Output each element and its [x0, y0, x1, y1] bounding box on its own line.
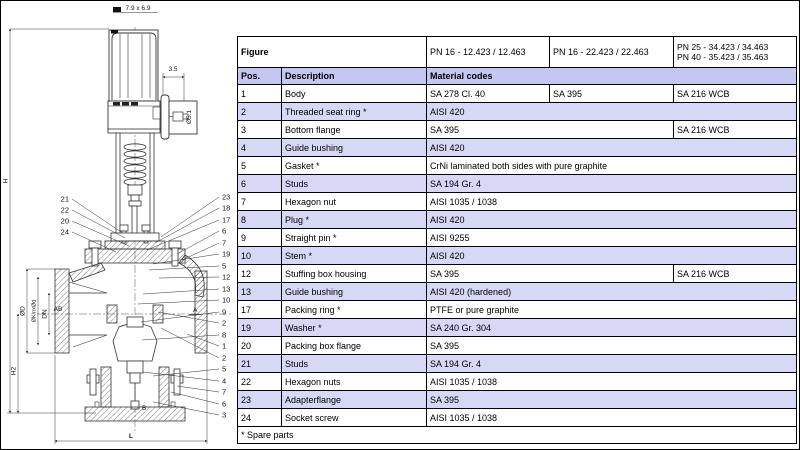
table-cell: 6 [238, 175, 282, 193]
table-cell: Washer * [282, 319, 427, 337]
table-cell: Bottom flange [282, 121, 427, 139]
part-number-label: 19 [222, 249, 231, 259]
table-row [238, 103, 797, 121]
table-row [238, 265, 797, 283]
table-row [238, 157, 797, 175]
table-cell: Studs [282, 355, 427, 373]
table-cell: 9 [238, 229, 282, 247]
part-number-label: 8 [222, 330, 227, 340]
table-row [238, 355, 797, 373]
dim-top-label: 7.9 x 6.9 [125, 5, 151, 12]
bottom-label: B [142, 405, 147, 412]
table-cell: AISI 1035 / 1038 [427, 193, 797, 211]
table-cell: 13 [238, 283, 282, 301]
table-cell: Packing ring * [282, 301, 427, 319]
table-row [238, 337, 797, 355]
actuator [108, 30, 160, 131]
table-row [238, 139, 797, 157]
spare-parts-footer-row [238, 427, 797, 444]
table-cell: Stuffing box housing [282, 265, 427, 283]
column-header-row [238, 68, 797, 85]
callout-leader-line [177, 386, 219, 392]
part-number-label: 1 [222, 341, 227, 351]
table-cell: Hexagon nut [282, 193, 427, 211]
part-number-label: 17 [222, 215, 231, 225]
table-cell: AISI 9255 [427, 229, 797, 247]
callout-leader-line [177, 231, 219, 254]
table-cell: Body [282, 85, 427, 103]
table-cell: 2 [238, 103, 282, 121]
parts-table-body [238, 37, 797, 444]
callout-leader-line [158, 312, 219, 323]
part-number-label: 10 [222, 295, 231, 305]
part-number-label: 9 [222, 307, 227, 317]
part-number-label: 21 [60, 194, 69, 204]
inlet-label: AB [53, 306, 63, 313]
figure-header-row [238, 37, 797, 68]
table-cell: SA 194 Gr. 4 [427, 355, 797, 373]
table-cell: SA 395 [550, 85, 674, 103]
part-number-label: 20 [60, 216, 69, 226]
table-cell: SA 216 WCB [674, 85, 797, 103]
callout-leader-line [155, 208, 219, 243]
table-cell: 23 [238, 391, 282, 409]
table-cell: AISI 1035 / 1038 [427, 409, 797, 427]
table-cell: 19 [238, 319, 282, 337]
description-header-cell: Description [282, 68, 427, 85]
table-row [238, 301, 797, 319]
pos-header-cell: Pos. [238, 68, 282, 85]
table-cell: AISI 1035 / 1038 [427, 373, 797, 391]
table-cell: Gasket * [282, 157, 427, 175]
part-number-label: 13 [222, 284, 231, 294]
table-row [238, 229, 797, 247]
part-number-label: 4 [222, 376, 227, 386]
table-cell: Hexagon nuts [282, 373, 427, 391]
part-number-label: 2 [222, 353, 227, 363]
table-row [238, 283, 797, 301]
table-cell: SA 395 [427, 337, 797, 355]
callout-leader-line [159, 277, 219, 278]
table-cell: SA 240 Gr. 304 [427, 319, 797, 337]
table-cell: PTFE or pure graphite [427, 301, 797, 319]
table-cell: SA 216 WCB [674, 265, 797, 283]
callout-leader-line [182, 243, 219, 260]
table-cell: 24 [238, 409, 282, 427]
part-number-label: 7 [222, 387, 227, 397]
dim-od-label: ØD [19, 306, 27, 316]
table-row [238, 391, 797, 409]
part-number-label: 22 [60, 205, 69, 215]
spare-parts-note: * Spare parts [238, 427, 797, 444]
table-cell: CrNi laminated both sides with pure graphite [427, 157, 797, 175]
part-number-label: 7 [222, 238, 227, 248]
dim-port-label: Ø5.1 [186, 109, 193, 125]
callout-leader-line [149, 266, 219, 270]
table-cell: 5 [238, 157, 282, 175]
part-number-label: 24 [60, 227, 69, 237]
table-cell: 1 [238, 85, 282, 103]
table-cell: AISI 420 [427, 211, 797, 229]
pn-col3-line1: PN 25 - 34.423 / 34.463 [677, 41, 769, 52]
table-cell: Guide bushing [282, 283, 427, 301]
table-cell: SA 395 [427, 121, 674, 139]
dim-side-offset-label: 3.5 [168, 66, 178, 73]
table-cell: Socket screw [282, 409, 427, 427]
table-cell: Guide bushing [282, 139, 427, 157]
part-number-label: 5 [222, 261, 227, 271]
table-cell: Straight pin * [282, 229, 427, 247]
part-number-label: 12 [222, 272, 231, 282]
table-cell: SA 395 [427, 265, 674, 283]
part-number-label: 2 [222, 318, 227, 328]
pn-col3-header [674, 37, 797, 68]
table-cell: SA 216 WCB [674, 121, 797, 139]
dim-l-label: L [129, 433, 133, 440]
pn-col1-header: PN 16 - 12.423 / 12.463 [427, 37, 550, 68]
table-cell: Studs [282, 175, 427, 193]
part-number-label: 18 [222, 203, 231, 213]
dim-h2-label: H2 [10, 366, 18, 376]
table-cell: AISI 420 [427, 103, 797, 121]
valve-drawing-svg [1, 1, 237, 450]
table-row [238, 85, 797, 103]
valve-diagram [1, 1, 237, 450]
dim-h-label: H [2, 178, 10, 184]
table-cell: 17 [238, 301, 282, 319]
yoke-and-spring [108, 129, 160, 239]
table-row [238, 247, 797, 265]
table-cell: Packing box flange [282, 337, 427, 355]
table-cell: 7 [238, 193, 282, 211]
valve-body [55, 255, 207, 409]
part-number-label: 23 [222, 192, 231, 202]
table-cell: SA 395 [427, 391, 797, 409]
table-cell: Plug * [282, 211, 427, 229]
table-cell: 4 [238, 139, 282, 157]
table-cell: SA 278 Cl. 40 [427, 85, 550, 103]
table-cell: 8 [238, 211, 282, 229]
figure-header-cell: Figure [238, 37, 427, 68]
table-cell: Adapterflange [282, 391, 427, 409]
table-row [238, 193, 797, 211]
table-cell: 3 [238, 121, 282, 139]
outlet-label: A [193, 307, 198, 314]
callout-leader-line [171, 392, 219, 404]
table-cell: 12 [238, 265, 282, 283]
table-cell: Threaded seat ring * [282, 103, 427, 121]
table-row [238, 175, 797, 193]
dim-dn-label: DN [41, 309, 49, 319]
table-row [238, 211, 797, 229]
table-cell: Stem * [282, 247, 427, 265]
table-cell: 21 [238, 355, 282, 373]
table-cell: AISI 420 [427, 247, 797, 265]
callout-leader-line [72, 199, 121, 232]
pn-col3-line2: PN 40 - 35.423 / 35.463 [677, 52, 769, 62]
table-cell: 22 [238, 373, 282, 391]
table-row [238, 121, 797, 139]
parts-table [237, 36, 797, 444]
table-cell: AISI 420 [427, 139, 797, 157]
dim-bolt-circle-label: ØK/nxØd [31, 299, 38, 323]
table-cell: AISI 420 (hardened) [427, 283, 797, 301]
table-row [238, 409, 797, 427]
material-header-cell: Material codes [427, 68, 797, 85]
pn-col2-header: PN 16 - 22.423 / 22.463 [550, 37, 674, 68]
table-cell: SA 194 Gr. 4 [427, 175, 797, 193]
table-cell: 20 [238, 337, 282, 355]
table-cell: 10 [238, 247, 282, 265]
table-row [238, 373, 797, 391]
part-number-label: 6 [222, 399, 227, 409]
part-number-label: 5 [222, 364, 227, 374]
table-row [238, 319, 797, 337]
part-number-label: 3 [222, 410, 227, 420]
part-number-label: 6 [222, 226, 227, 236]
callout-leader-line [161, 197, 219, 237]
callout-leader-line [143, 289, 219, 294]
